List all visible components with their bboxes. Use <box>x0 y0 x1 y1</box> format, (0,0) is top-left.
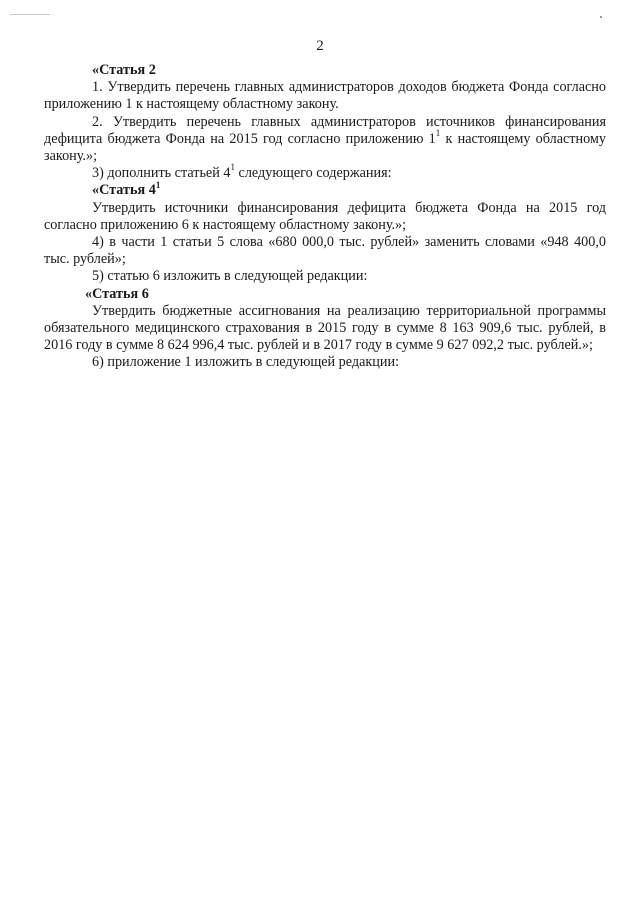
article-2-item-2-tail: к настоящему областному закону.»; <box>44 130 606 165</box>
point-6: 6) приложение 1 изложить в следующей редакции: <box>92 354 400 371</box>
page-number: 2 <box>316 38 324 54</box>
article-6-text: Утвердить бюджетные ассигнования на реализацию территориальной программы обязательного медицинского страхования в 2015 году в сумме 8 163 909,6 тыс. рублей, в 2016 году в сумме 8 624 996,4 тыс. рублей и в 2017 году в сумме 9 627 092,2 тыс. рублей.»; <box>44 302 606 354</box>
article-6-heading: «Статья 6 <box>85 285 149 302</box>
article-4-1-heading-text: «Статья 4 <box>92 182 156 199</box>
document-body <box>44 62 606 372</box>
article-4-1-heading <box>44 179 606 199</box>
article-2-item-2 <box>44 114 606 166</box>
article-4-1-heading-sup: 1 <box>155 179 161 190</box>
scan-artifact-dot <box>600 16 602 18</box>
point-3-tail: следующего содержания: <box>234 165 392 182</box>
point-3-text: 3) дополнить статьей 4 <box>92 165 231 182</box>
article-2-heading: «Статья 2 <box>92 62 156 78</box>
article-4-1-text: Утвердить источники финансирования дефицита бюджета Фонда на 2015 год согласно приложению 6 к настоящему областному закону.»; <box>44 199 606 233</box>
article-2-item-2-text: 2. Утвердить перечень главных администраторов источников финансирования дефицита бюджета Фонда на 2015 год согласно приложению 1 <box>44 113 606 147</box>
scan-artifact-line <box>10 14 50 15</box>
article-2-item-1: 1. Утвердить перечень главных администраторов доходов бюджета Фонда согласно приложению 1 к настоящему областному закону. <box>44 79 606 113</box>
point-3-sup: 1 <box>230 162 235 173</box>
point-5: 5) статью 6 изложить в следующей редакции: <box>92 268 368 285</box>
article-2-item-2-sup: 1 <box>435 128 441 139</box>
point-4: 4) в части 1 статьи 5 слова «680 000,0 тыс. рублей» заменить словами «948 400,0 тыс. рублей»; <box>44 234 606 268</box>
point-3 <box>44 162 606 182</box>
